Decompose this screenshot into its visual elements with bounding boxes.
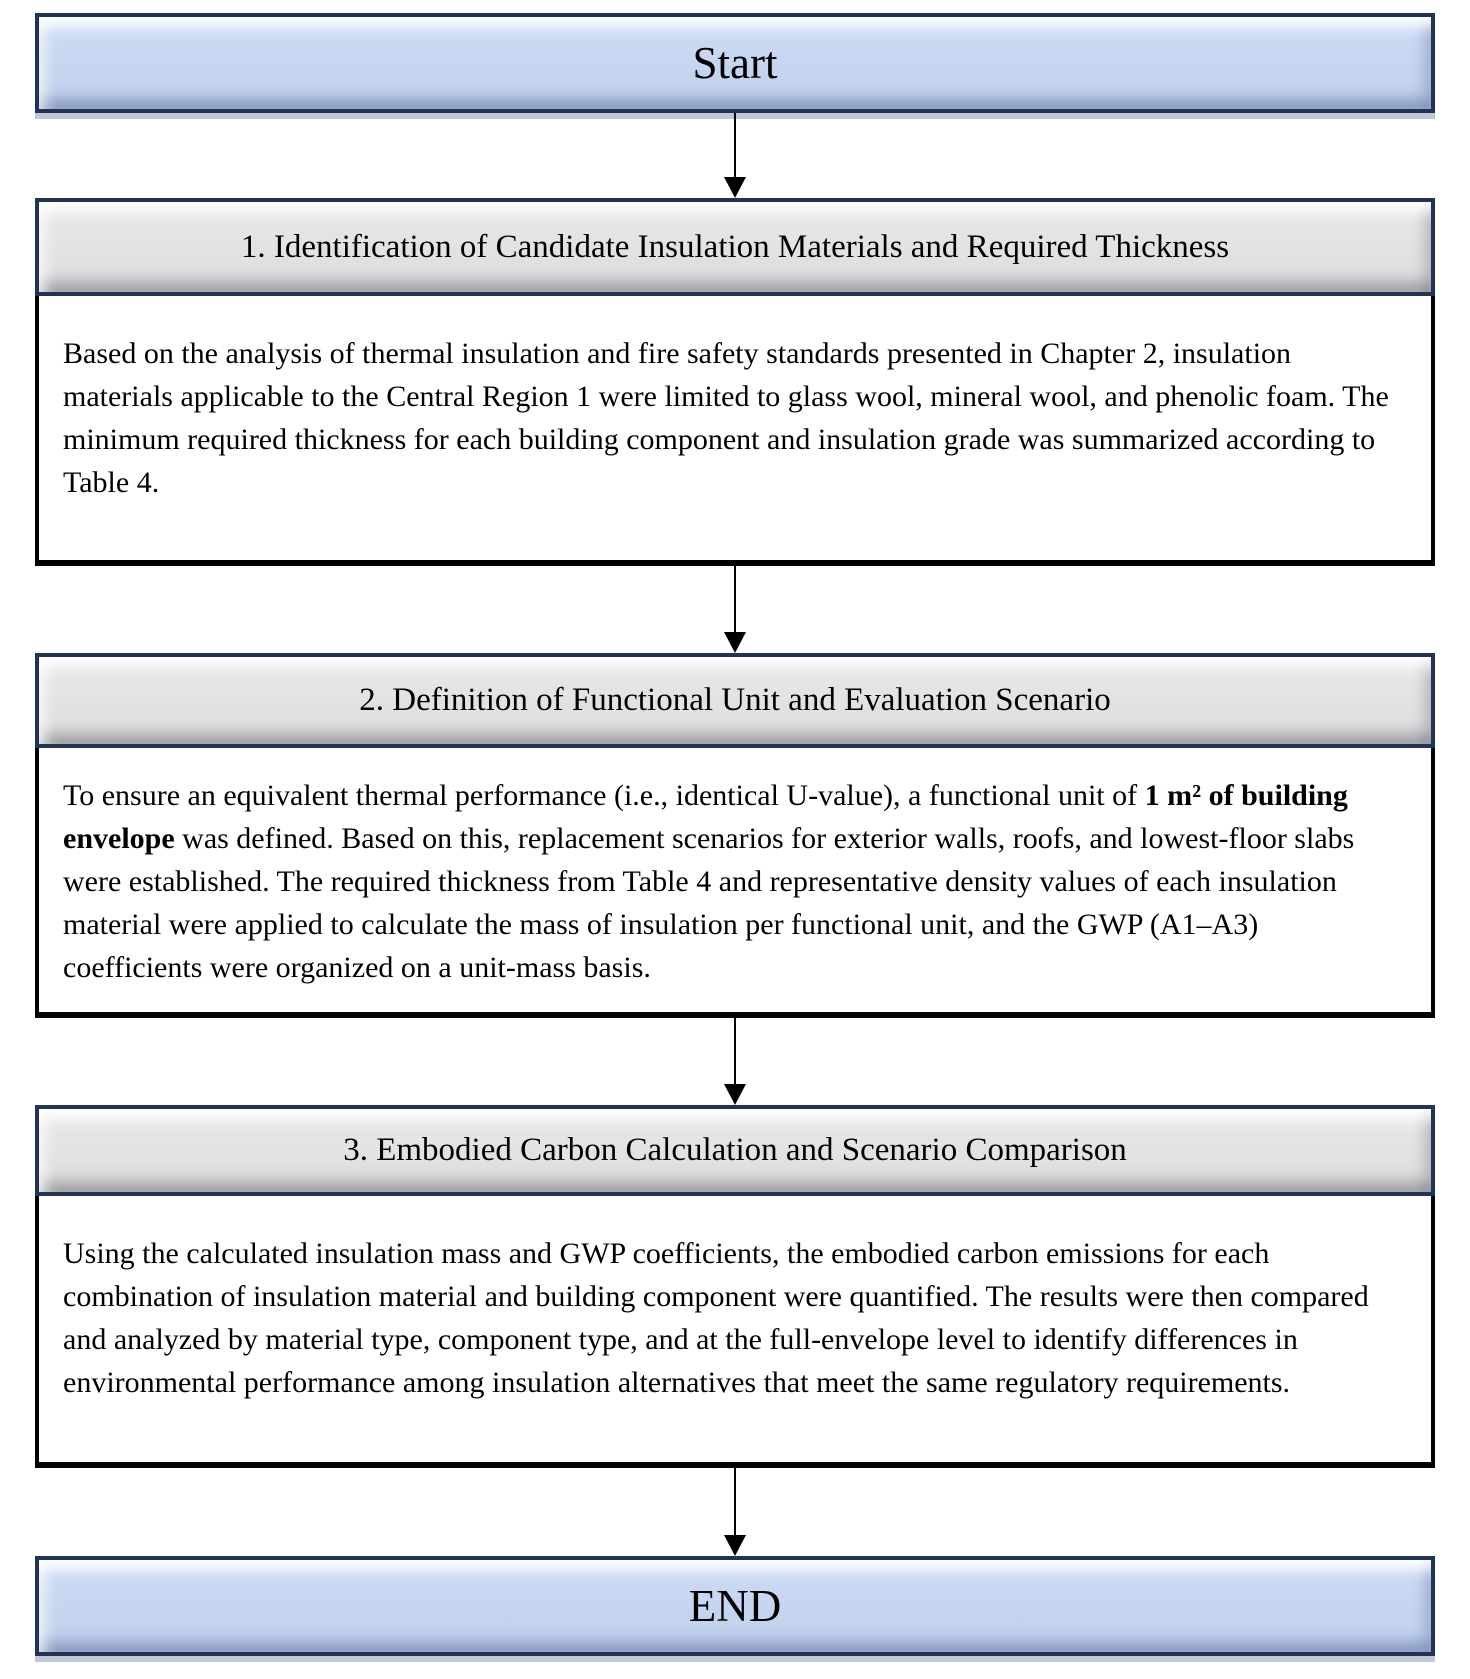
arrow-down-icon (724, 1535, 746, 1556)
start-terminal-label: Start (692, 37, 778, 88)
step-2-title: 2. Definition of Functional Unit and Evaluation Scenario (359, 682, 1111, 718)
step-2-body-text: To ensure an equivalent thermal performance (i.e., identical U-value), a functional unit of 1 m² of building envelope was defined. Based on this, replacement scenarios for exterior walls, roofs, and lowest-floor slabs were established. The required thickness from Table 4 and representative density values of each insulation material were applied to calculate the mass of insulation per functional unit, and the GWP (A1–A3) coefficients were organized on a unit-mass basis. (63, 779, 1355, 984)
arrow-down-icon (724, 1084, 746, 1105)
arrow-line (734, 113, 736, 177)
arrow-line (734, 566, 736, 632)
flow-arrow-2 (35, 566, 1435, 653)
end-terminal-label: END (688, 1580, 782, 1631)
step-1-title: 1. Identification of Candidate Insulation Materials and Required Thickness (240, 228, 1230, 265)
arrow-line (734, 1018, 736, 1084)
step-2-header (35, 653, 1435, 748)
step-1-header (35, 198, 1435, 296)
step-1-body-text: Based on the analysis of thermal insulation and fire safety standards presented in Chapter 2, insulation materials applicable to the Central Region 1 were limited to glass wool, mineral wool, and phenolic foam. The minimum required thickness for each building component and insulation grade was summarized according to Table 4. (63, 337, 1389, 499)
step-2-body (35, 748, 1435, 1018)
end-terminal (35, 1556, 1435, 1656)
arrow-down-icon (724, 632, 746, 653)
arrow-line (734, 1468, 736, 1535)
start-terminal (35, 13, 1435, 113)
flow-arrow-4 (35, 1468, 1435, 1556)
step-3-title: 3. Embodied Carbon Calculation and Scenario Comparison (343, 1132, 1127, 1168)
flow-arrow-1 (35, 113, 1435, 198)
step-3-body (35, 1196, 1435, 1468)
step-3-header (35, 1105, 1435, 1196)
step-3-body-text: Using the calculated insulation mass and GWP coefficients, the embodied carbon emissions for each combination of insulation material and building component were quantified. The results were then compared and analyzed by material type, component type, and at the full-envelope level to identify differences in environmental performance among insulation alternatives that meet the same regulatory requirements. (63, 1237, 1369, 1399)
flow-arrow-3 (35, 1018, 1435, 1105)
arrow-down-icon (724, 177, 746, 198)
step-1-body (35, 296, 1435, 566)
